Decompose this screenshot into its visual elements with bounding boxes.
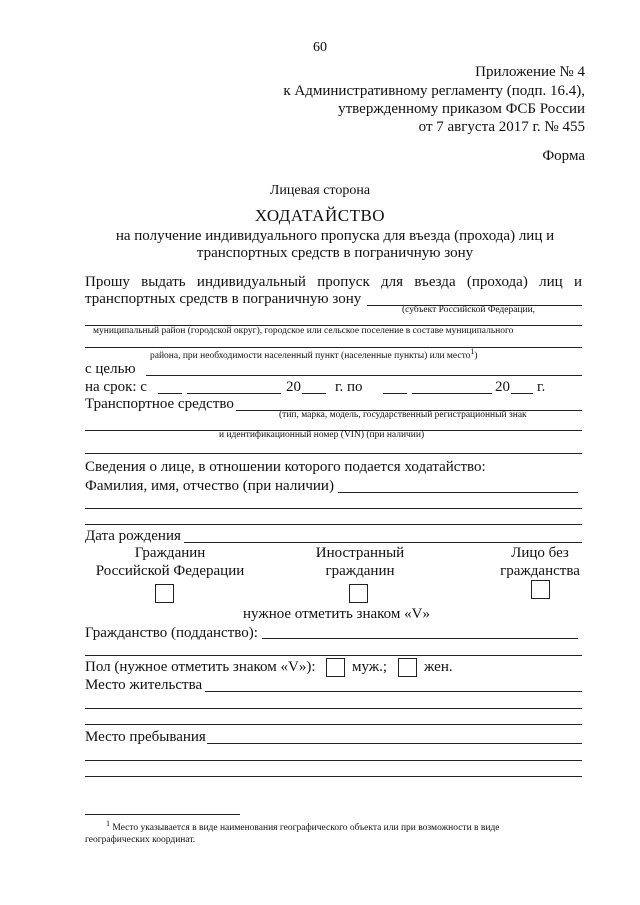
footnote-divider [85,814,240,815]
citizen-ru-checkbox[interactable] [155,584,174,603]
residence-field-2[interactable] [85,708,582,709]
vehicle-hint-2: и идентификационный номер (VIN) (при наличии) [219,430,425,440]
residence-label: Место жительства [85,677,203,693]
purpose-label: с целью [85,361,136,377]
full-name-field-2[interactable] [85,508,582,509]
male-label: муж.; [352,659,388,675]
subtitle-line-2: транспортных средств в пограничную зону [196,245,474,261]
footnote-line-1: $^1$ Место указывается в виде наименования географического объекта или при возможности в виде [106,819,500,834]
stay-label: Место пребывания [85,729,206,745]
purpose-field[interactable] [146,375,582,376]
sex-label: Пол (нужное отметить знаком «V»): [85,659,316,675]
full-name-field-3[interactable] [85,524,582,525]
term-to-year-field[interactable] [511,393,533,394]
side-label: Лицевая сторона [269,183,371,198]
full-name-field[interactable] [338,492,578,493]
foreign-checkbox[interactable] [349,584,368,603]
male-checkbox[interactable] [326,658,345,677]
subtitle-line-1: на получение индивидуального пропуска для въезда (прохода) лиц и [115,228,555,244]
footnote-line-2: географических координат. [85,835,196,845]
term-from-year-field[interactable] [302,393,326,394]
foreign-line-1: Иностранный [315,545,405,561]
document-title: ХОДАТАЙСТВО [254,206,386,225]
form-label: Форма [542,148,585,164]
year-prefix-1: 20 [286,379,301,395]
stay-field-3[interactable] [85,776,582,777]
appendix-line-4: от 7 августа 2017 г. № 455 [418,119,585,135]
vehicle-hint-1: (тип, марка, модель, государственный регистрационный знак [279,410,527,420]
stay-field[interactable] [207,743,582,744]
stateless-line-2: гражданства [500,563,580,579]
page-number: 60 [313,40,327,55]
residence-field-3[interactable] [85,724,582,725]
appendix-line-3: утвержденному приказом ФСБ России [338,101,585,117]
year-suffix: г. [537,379,546,395]
citizenship-field-2[interactable] [85,655,582,656]
stateless-line-1: Лицо без [511,545,569,561]
vehicle-label: Транспортное средство [85,396,234,412]
female-checkbox[interactable] [398,658,417,677]
citizenship-field[interactable] [262,638,578,639]
territory-hint-3: района, при необходимости населенный пункт (населенные пункты) или место$^1$) [150,347,478,362]
appendix-line-2: к Административному регламенту (подп. 16.4), [283,83,585,99]
term-from-month-field[interactable] [187,393,281,394]
request-line-2: транспортных средств в пограничную зону [85,291,362,307]
full-name-label: Фамилия, имя, отчество (при наличии) [85,478,334,494]
term-from-day-field[interactable] [158,393,182,394]
request-line-1: Прошу выдать индивидуальный пропуск для въезда (прохода) лиц и [85,274,582,290]
birth-date-field[interactable] [184,542,582,543]
residence-field[interactable] [205,691,582,692]
territory-hint-2: муниципальный район (городской округ), городское или сельское поселение в составе муниципального [93,326,514,336]
term-to-month-field[interactable] [412,393,492,394]
term-label: на срок: с [85,379,147,395]
appendix-line-1: Приложение № 4 [475,64,585,80]
citizen-ru-line-1: Гражданин [134,545,206,561]
stay-field-2[interactable] [85,760,582,761]
female-label: жен. [424,659,453,675]
year-prefix-2: 20 [495,379,510,395]
footnote-ref: 1 [470,347,475,356]
person-heading: Сведения о лице, в отношении которого подается ходатайство: [85,459,486,475]
birth-date-label: Дата рождения [85,528,181,544]
footnote-marker: 1 [106,819,110,828]
stateless-checkbox[interactable] [531,580,550,599]
citizenship-label: Гражданство (подданство): [85,625,258,641]
term-to-day-field[interactable] [383,393,407,394]
territory-hint-1: (субъект Российской Федерации, [402,305,536,315]
mark-hint: нужное отметить знаком «V» [243,606,430,622]
to-label: г. по [335,379,363,395]
vehicle-field-3[interactable] [85,453,582,454]
citizen-ru-line-2: Российской Федерации [95,563,245,579]
foreign-line-2: гражданин [325,563,395,579]
